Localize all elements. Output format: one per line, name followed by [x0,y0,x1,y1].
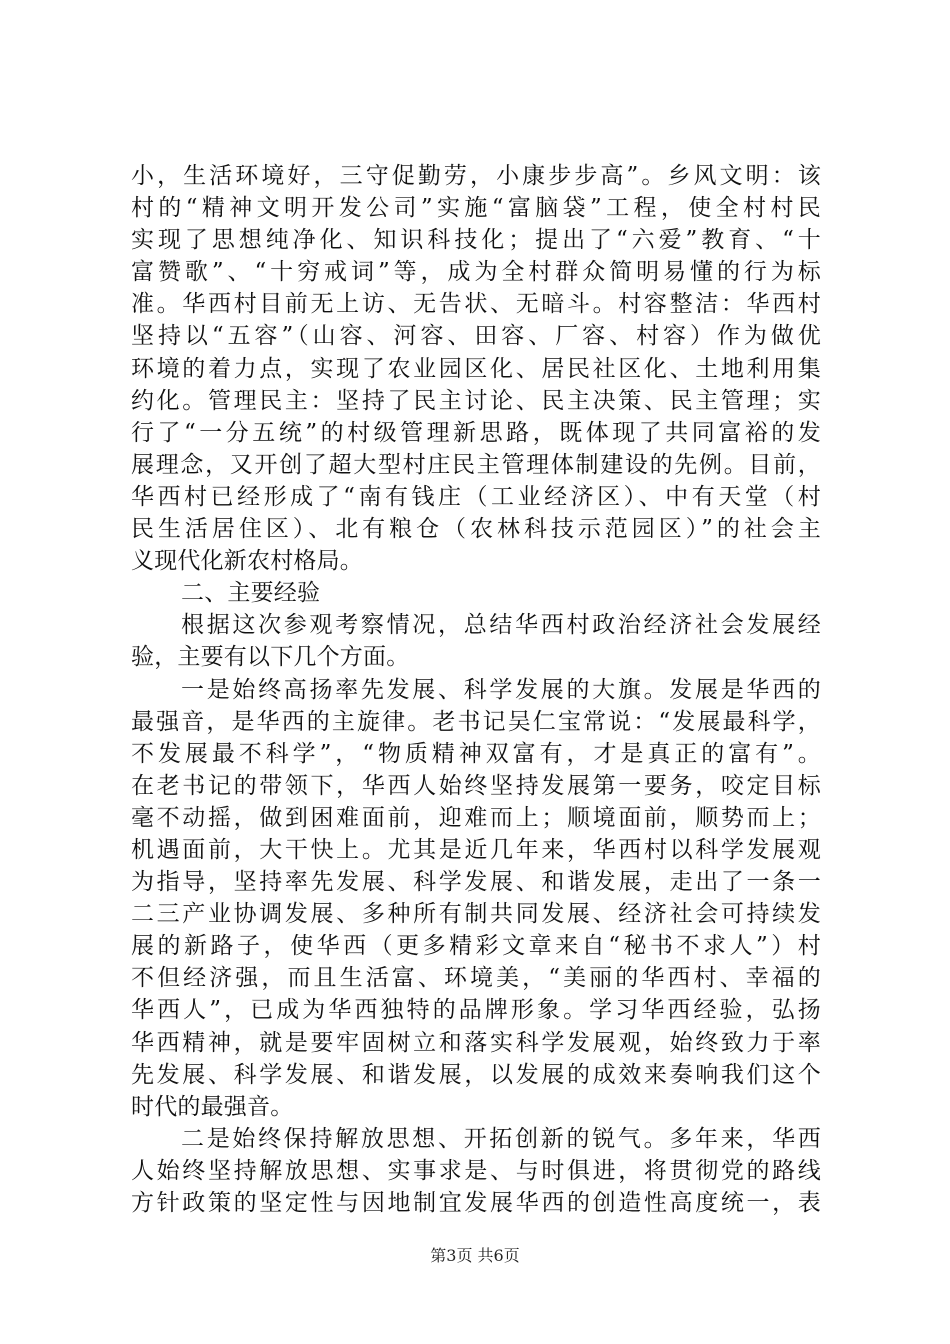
text-line: 坚持以“五容”（山容、河容、田容、厂容、村容）作为做优 [131,323,821,350]
text-line: 约化。管理民主：坚持了民主讨论、民主决策、民主管理；实 [131,387,821,414]
text-line: 验，主要有以下几个方面。 [131,644,410,671]
text-line: 民生活居住区）、北有粮仓（农林科技示范园区）”的社会主 [131,516,821,543]
text-line: 根据这次参观考察情况，总结华西村政治经济社会发展经 [181,612,821,639]
text-line: 人始终坚持解放思想、实事求是、与时俱进，将贯彻党的路线 [131,1157,821,1184]
text-line: 环境的着力点，实现了农业园区化、居民社区化、土地利用集 [131,355,821,382]
text-line: 在老书记的带领下，华西人始终坚持发展第一要务，咬定目标 [131,772,821,799]
text-line: 二是始终保持解放思想、开拓创新的锐气。多年来，华西 [181,1125,821,1152]
text-line: 行了“一分五统”的村级管理新思路，既体现了共同富裕的发 [131,419,821,446]
text-line: 为指导，坚持率先发展、科学发展、和谐发展，走出了一条一 [131,869,821,896]
text-line: 机遇面前，大干快上。尤其是近几年来，华西村以科学发展观 [131,836,821,863]
section-heading: 二、主要经验 [181,580,321,607]
text-line: 一是始终高扬率先发展、科学发展的大旗。发展是华西的 [181,676,821,703]
text-line: 方针政策的坚定性与因地制宜发展华西的创造性高度统一，表 [131,1190,821,1216]
text-line: 华西村已经形成了“南有钱庄（工业经济区）、中有天堂（村 [131,483,821,510]
page-number-footer: 第3页 共6页 [430,1246,520,1265]
text-line: 不但经济强，而且生活富、环境美，“美丽的华西村、幸福的 [131,965,821,992]
text-line: 展的新路子，使华西（更多精彩文章来自“秘书不求人”）村 [131,933,821,960]
text-line: 毫不动摇，做到困难面前，迎难而上；顺境面前，顺势而上； [131,804,821,831]
text-line: 展理念，又开创了超大型村庄民主管理体制建设的先例。目前， [131,451,821,478]
text-line: 不发展最不科学”，“物质精神双富有，才是真正的富有”。 [131,740,821,767]
text-line: 华西精神，就是要牢固树立和落实科学发展观，始终致力于率 [131,1029,821,1056]
text-line: 二三产业协调发展、多种所有制共同发展、经济社会可持续发 [131,901,821,928]
text-line: 华西人”，已成为华西独特的品牌形象。学习华西经验，弘扬 [131,997,821,1024]
text-line: 义现代化新农村格局。 [131,548,363,575]
text-line: 村的“精神文明开发公司”实施“富脑袋”工程，使全村村民 [131,195,821,222]
document-body [131,160,821,1219]
text-line: 时代的最强音。 [131,1093,294,1120]
text-line: 富赞歌”、“十穷戒词”等，成为全村群众简明易懂的行为标 [131,259,821,286]
text-line: 先发展、科学发展、和谐发展，以发展的成效来奏响我们这个 [131,1061,821,1088]
text-line: 小，生活环境好，三守促勤劳，小康步步高”。乡风文明：该 [131,163,821,189]
text-line: 最强音，是华西的主旋律。老书记吴仁宝常说：“发展最科学， [131,708,821,735]
text-line: 准。华西村目前无上访、无告状、无暗斗。村容整洁：华西村 [131,291,821,318]
text-line: 实现了思想纯净化、知识科技化；提出了“六爱”教育、“十 [131,227,821,254]
